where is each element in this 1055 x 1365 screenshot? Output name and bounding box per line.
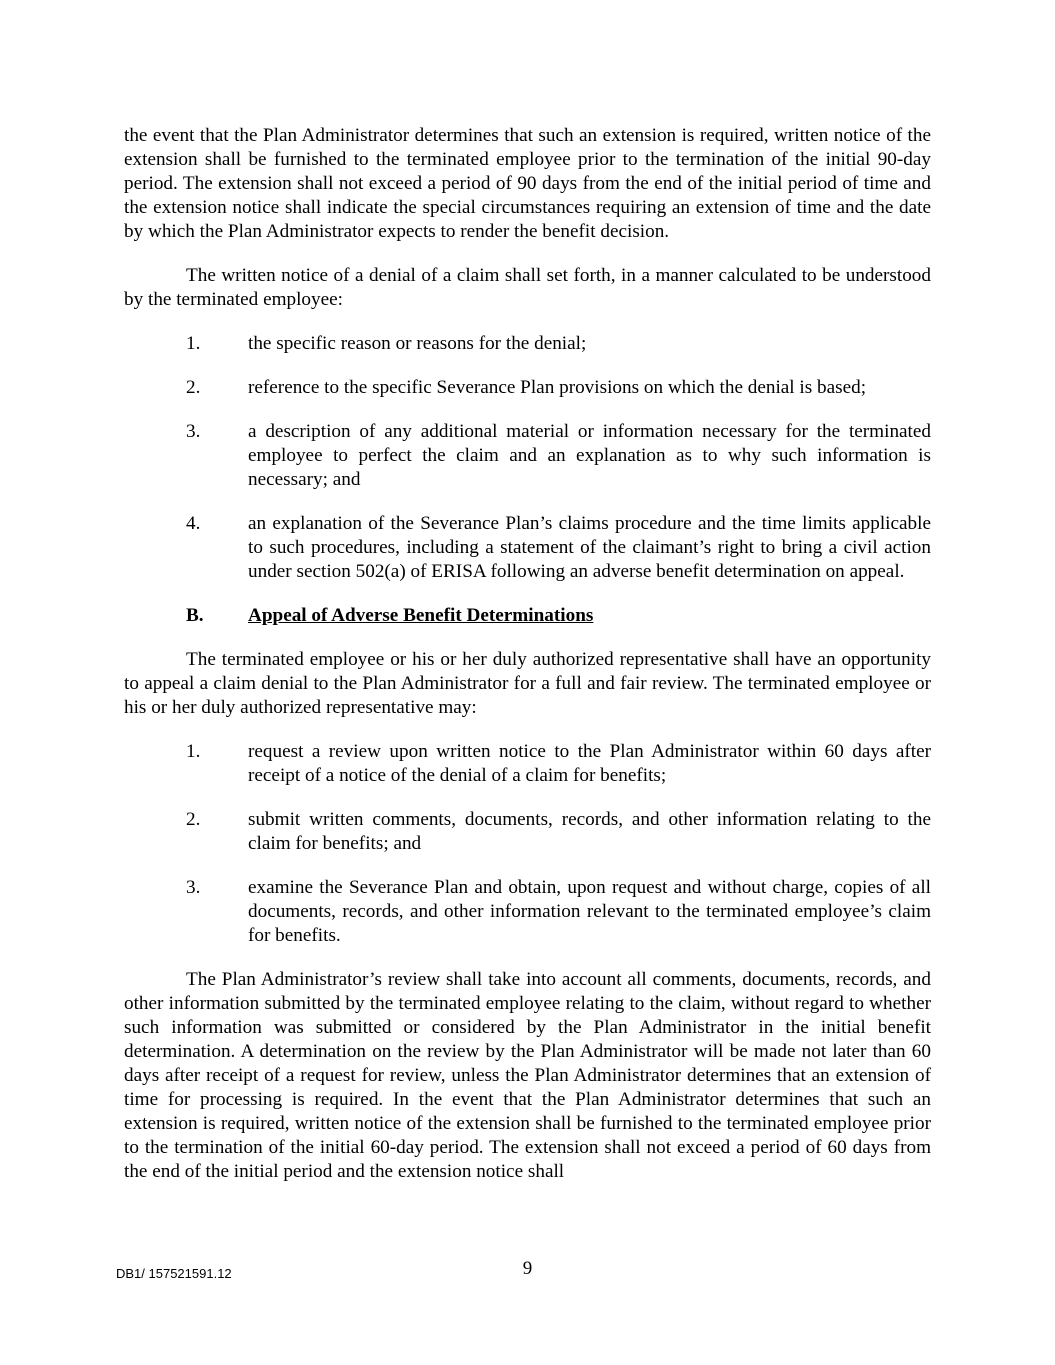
list-number: 1. <box>186 333 201 354</box>
list-number: 3. <box>186 877 201 898</box>
paragraph-appeal-intro: The terminated employee or his or her duly authorized representative shall have an opportunity to appeal a claim denial to the Plan Administrator for a full and fair review. The terminated employee or his or her duly authorized representative may: <box>124 649 931 718</box>
section-letter: B. <box>186 605 204 626</box>
list-item <box>124 420 931 492</box>
section-title: Appeal of Adverse Benefit Determinations <box>248 605 594 626</box>
list-text: an explanation of the Severance Plan’s claims procedure and the time limits applicable to such procedures, including a statement of the claimant’s right to bring a civil action under section 502(a) of ERISA following an adverse benefit determination on appeal. <box>248 513 931 582</box>
paragraph-review-process: The Plan Administrator’s review shall take into account all comments, documents, records, and other information submitted by the terminated employee relating to the claim, without regard to whether such information was submitted or considered by the Plan Administrator in the initial benefit determination. A determination on the review by the Plan Administrator will be made not later than 60 days after receipt of a request for review, unless the Plan Administrator determines that an extension of time for processing is required. In the event that the Plan Administrator determines that such an extension is required, written notice of the extension shall be furnished to the terminated employee prior to the termination of the initial 60-day period. The extension shall not exceed a period of 60 days from the end of the initial period and the extension notice shall <box>124 969 931 1182</box>
list-item <box>124 376 931 400</box>
list-text: a description of any additional material or information necessary for the terminated employee to perfect the claim and an explanation as to why such information is necessary; and <box>248 421 931 490</box>
document-page <box>124 124 931 1204</box>
list-text: reference to the specific Severance Plan provisions on which the denial is based; <box>248 377 867 398</box>
list-number: 2. <box>186 377 201 398</box>
list-text: request a review upon written notice to the Plan Administrator within 60 days after receipt of a notice of the denial of a claim for benefits; <box>248 741 931 786</box>
list-number: 1. <box>186 741 201 762</box>
list-item <box>124 876 931 948</box>
paragraph-extension-notice: the event that the Plan Administrator determines that such an extension is required, written notice of the extension shall be furnished to the terminated employee prior to the termination of the initial 90-day period. The extension shall not exceed a period of 90 days from the end of the initial period of time and the extension notice shall indicate the special circumstances requiring an extension of time and the date by which the Plan Administrator expects to render the benefit decision. <box>124 125 931 242</box>
document-id: DB1/ 157521591.12 <box>116 1266 232 1281</box>
list-text: submit written comments, documents, records, and other information relating to the claim for benefits; and <box>248 809 931 854</box>
appeal-rights-list <box>124 740 931 948</box>
paragraph-denial-notice-intro: The written notice of a denial of a claim shall set forth, in a manner calculated to be understood by the terminated employee: <box>124 265 931 310</box>
list-text: examine the Severance Plan and obtain, upon request and without charge, copies of all documents, records, and other information relevant to the terminated employee’s claim for benefits. <box>248 877 931 946</box>
page-number: 9 <box>522 1258 533 1279</box>
denial-notice-list <box>124 332 931 584</box>
list-item <box>124 808 931 856</box>
list-item <box>124 332 931 356</box>
list-number: 4. <box>186 513 201 534</box>
section-b-heading <box>124 604 931 628</box>
list-item <box>124 740 931 788</box>
list-number: 2. <box>186 809 201 830</box>
list-item <box>124 512 931 584</box>
list-text: the specific reason or reasons for the denial; <box>248 333 587 354</box>
list-number: 3. <box>186 421 201 442</box>
